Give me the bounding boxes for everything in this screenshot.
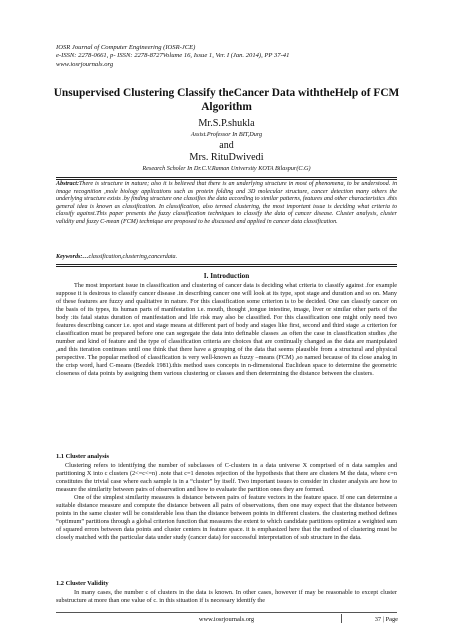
cluster-analysis-text-1: Clustering refers to identifying the number of subclasses of C-clusters in a data universe X comprised of n data samples and partitioning X into c clusters (2<=c<=n) .note that c=1 denotes rejection of the hypothesis that there are clusters M the data, where c=n constitutes the trivial case where each sample is in a “cluster” by itself. Two important issues to consider in cluster analysis are how to measure the similarity between pairs of observation and how to evaluate the partition ones they are formed. (56, 462, 397, 493)
introduction-text: The most important issue in classification and clustering of cancer data is deciding what criteria to classify against .for example suppose it is desirous to classify cancer disease .in describing cancer one will look at its type, spot stage and duration and so on. Many of these features are fuzzy and qualitative in nature. For this classification some criterion is to be decided. One can classify cancer on the basis of its types, its human parts of manifestation i.e. mouth, thought ,tongue intestine, image, liver or similar other parts of the body :its fatal status duration of manifestation and life risk may also be classified. For this classification one might only need two features describing cancer i.e. spot and stage means at different part of body and stages like first, second and third stage .a criterion for classification must be prepared before one can segregate the data into definable classes .as often the case in classification studies ,the number and kind of feature and the type of classification criteria are choices that are continually changed as the data are manipulated ,and this iteration continues until one think that there have a grouping of the data that seems plausible from a structural and physical perspective. The popular method of classification is very well-known as fuzzy –means (FCM) ,so named because of its close analog in the crisp word, hard C-means (Bezdek 1981).this method uses concepts in n-dimensional Euclidean space to determine the geometric closeness of data points by assigning them various clustering or classes and then determining the distance between the clusters. (56, 282, 397, 377)
footer-page-number: 37 | Page (341, 614, 398, 623)
cluster-analysis-text-2: One of the simplest similarity measures is distance between pairs of feature vectors in the feature space. If one can determine a suitable distance measure and compute the distance between all pairs of observations, then one may expect that the distance between points in the same cluster will be considerable less than the distance between points in different clusters. the clustering method defines “optimum” partitions through a global criterion function that measures the extent to which candidate partitions optimize a weighted sum of squared errors between data points and cluster centers in feature space. it is emphasized here that the method of clustering must be closely matched with the particular data under study (cancer data) for successful interpretation of sub structure in the data. (56, 494, 397, 541)
author-conjunction: and (219, 140, 234, 151)
introduction-paragraph (56, 282, 397, 378)
section-heading-introduction: I. Introduction (203, 272, 250, 280)
cluster-analysis-paragraphs (56, 462, 397, 542)
abstract-label: Abstract: (56, 181, 80, 187)
keywords-label: Keywords:… (56, 254, 89, 260)
author-2-name: Mrs. RituDwivedi (189, 152, 264, 163)
cluster-validity-text: In many cases, the number c of clusters in the data is known. In other cases, however if may be reasonable to except cluster substructure at more than one value of c. in this situation if is necessary identify the (56, 589, 397, 604)
keywords-text: classification,clustering,cancerdata. (88, 254, 178, 260)
abstract-top-rule (56, 177, 397, 180)
keywords (56, 254, 397, 262)
subsection-heading-cluster-analysis: 1.1 Cluster analysis (56, 453, 109, 460)
footer-rule (56, 612, 397, 613)
author-2-affiliation: Research Scholer In Dr.C.V.Raman University KOTA Bilaspur(C.G) (142, 165, 311, 172)
abstract-bottom-rule (56, 264, 397, 267)
journal-name: IOSR Journal of Computer Engineering (IOSR-JCE) (56, 44, 196, 51)
journal-header (56, 44, 289, 69)
abstract (56, 181, 397, 227)
author-1-affiliation: Assist.Professor In BIT,Durg (190, 131, 263, 138)
author-1-name: Mr.S.P.shukla (198, 118, 255, 129)
abstract-text: There is structure in nature; also it is believed that there is an underlying structure in most of phenomena, to be understood. in image recognition ,mole biology applications such as protein folding and 3D molecular structure, cancer detection many others the underlying structure exists .by finding structure one classifies the data according to similar patterns, features and other characteristics .this general idea is known as classification. In classification, also termed clustering, the most important issue is deciding what criteria to classify against.This paper presents the fuzzy classification techniques to classify the data of cancer disease. Cluster analysis, cluster validity and fuzzy C-mean (FCM) technique are proposed to be discussed and applied in cancer data classification. (56, 181, 397, 225)
paper-title: Unsupervised Clustering Classify theCancer Data withtheHelp of FCM Algorithm (53, 87, 400, 113)
footer-url: www.iosrjournals.org (198, 616, 255, 623)
cluster-validity-paragraph (56, 589, 397, 605)
journal-issn: e-ISSN: 2278-0661, p- ISSN: 2278-8727Volume 16, Issue 1, Ver. I (Jan. 2014), PP 37-41 (56, 52, 290, 60)
subsection-heading-cluster-validity: 1.2 Cluster Validity (56, 580, 109, 587)
journal-site: www.iosrjournals.org (56, 60, 114, 68)
